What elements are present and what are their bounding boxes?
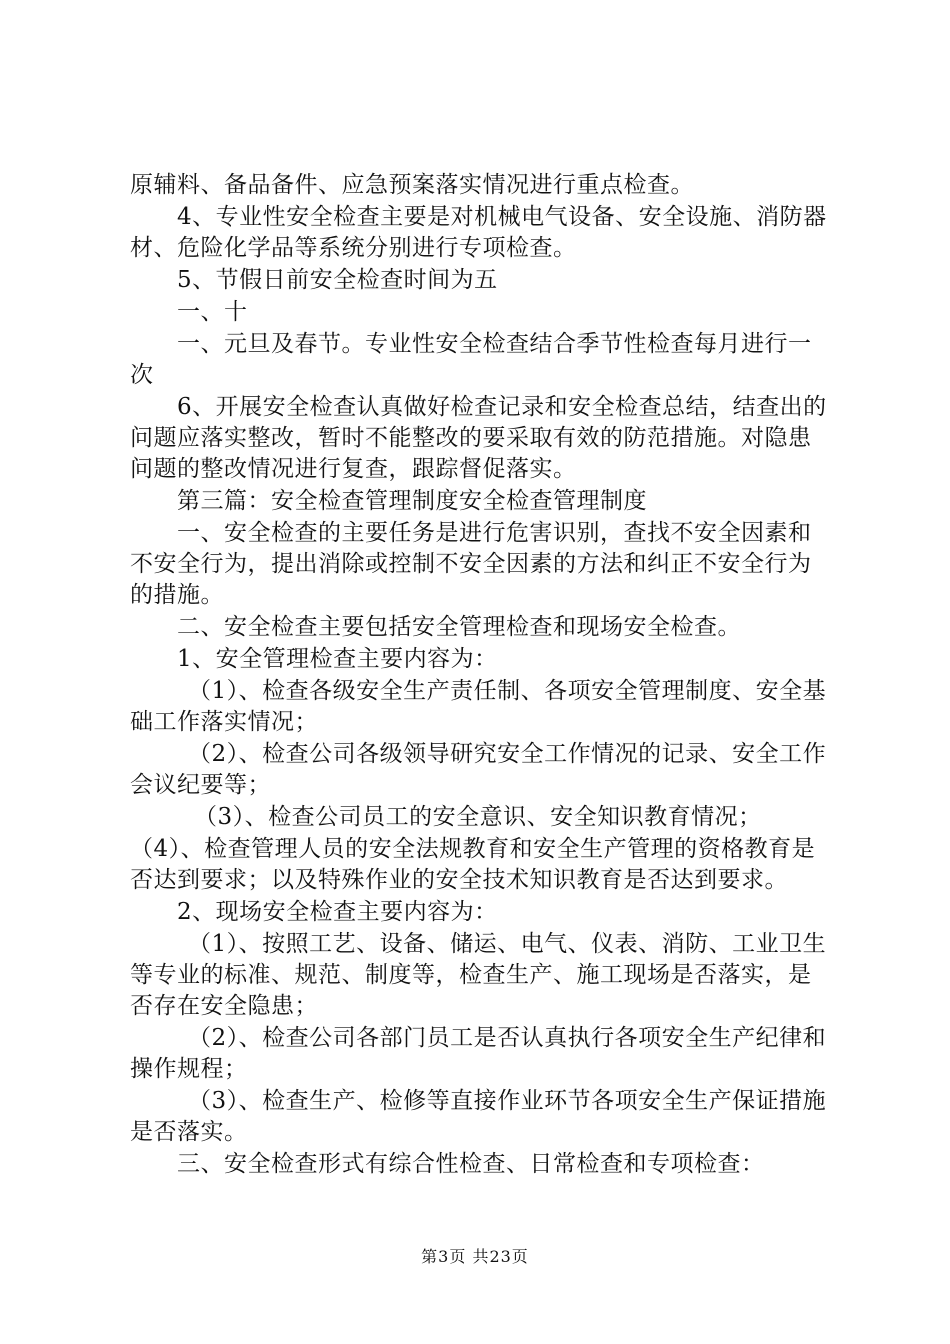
list-item: （2）、检查公司各级领导研究安全工作情况的记录、安全工作会议纪要等； xyxy=(130,741,827,798)
paragraph: 2、现场安全检查主要内容为： xyxy=(177,899,498,925)
paragraph: 5、节假日前安全检查时间为五 xyxy=(177,267,498,293)
list-item: （4）、检查管理人员的安全法规教育和安全生产管理的资格教育是否达到要求；以及特殊作业的安全技术知识教育是否达到要求。 xyxy=(130,836,816,893)
paragraph: 三、安全检查形式有综合性检查、日常检查和专项检查： xyxy=(177,1151,765,1177)
page-number: 第3页 共23页 xyxy=(421,1247,529,1266)
list-item: （1）、按照工艺、设备、储运、电气、仪表、消防、工业卫生等专业的标准、规范、制度等，检查生产、施工现场是否落实，是否存在安全隐患； xyxy=(130,931,827,1019)
paragraph: 原辅料、备品备件、应急预案落实情况进行重点检查。 xyxy=(130,172,694,198)
list-item: （3）、检查生产、检修等直接作业环节各项安全生产保证措施是否落实。 xyxy=(130,1088,827,1145)
paragraph: 一、元旦及春节。专业性安全检查结合季节性检查每月进行一次 xyxy=(130,331,812,388)
document-body xyxy=(130,170,830,1181)
paragraph: 一、十 xyxy=(177,299,248,325)
page-footer xyxy=(0,1244,950,1267)
paragraph: 二、安全检查主要包括安全管理检查和现场安全检查。 xyxy=(177,614,741,640)
paragraph: 6、开展安全检查认真做好检查记录和安全检查总结，结查出的问题应落实整改，暂时不能整改的要采取有效的防范措施。对隐患问题的整改情况进行复查，跟踪督促落实。 xyxy=(130,394,827,482)
paragraph: 1、安全管理检查主要内容为： xyxy=(177,646,498,672)
list-item: （2）、检查公司各部门员工是否认真执行各项安全生产纪律和操作规程； xyxy=(130,1025,827,1082)
list-item: （3）、检查公司员工的安全意识、安全知识教育情况； xyxy=(194,804,762,830)
paragraph: 一、安全检查的主要任务是进行危害识别，查找不安全因素和不安全行为，提出消除或控制不安全因素的方法和纠正不安全行为的措施。 xyxy=(130,520,812,608)
list-item: （1）、检查各级安全生产责任制、各项安全管理制度、安全基础工作落实情况； xyxy=(130,678,827,735)
paragraph: 4、专业性安全检查主要是对机械电气设备、安全设施、消防器材、危险化学品等系统分别进行专项检查。 xyxy=(130,204,827,261)
section-heading: 第三篇：安全检查管理制度安全检查管理制度 xyxy=(177,488,647,514)
